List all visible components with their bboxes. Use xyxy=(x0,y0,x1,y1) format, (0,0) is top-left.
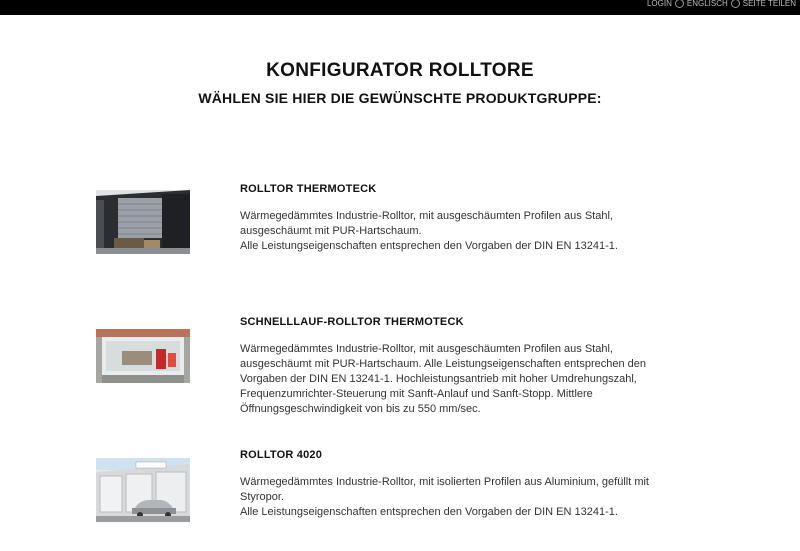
user-icon[interactable] xyxy=(675,0,684,8)
product-image-rolltor-thermoteck[interactable] xyxy=(96,190,190,254)
product-description: Wärmegedämmtes Industrie-Rolltor, mit ausgeschäumten Profilen aus Stahl, ausgeschäumt mit PUR-Hartschaum. Alle Leistungseigenschaften entsprechen den Vorgaben der DIN EN 13241-1. Hochleistungsantrieb mit hoher Umdrehungszahl, Frequenzumrichter-Steuerung mit Sanft-Anlauf und Sanft-Stopp. Mittlere Öffnungsgeschwindigkeit von bis zu 550 mm/sec. xyxy=(240,343,647,415)
globe-icon[interactable] xyxy=(731,0,740,8)
page-heading xyxy=(0,60,800,106)
product-text xyxy=(240,316,660,417)
language-link[interactable]: ENGLISCH xyxy=(686,0,728,8)
login-link[interactable]: LOGIN xyxy=(646,0,672,8)
product-text xyxy=(240,183,660,254)
product-description: Wärmegedämmtes Industrie-Rolltor, mit ausgeschäumten Profilen aus Stahl, ausgeschäumt mit PUR-Hartschaum. Alle Leistungseigenschaften entsprechen den Vorgaben der DIN EN 13241-1. xyxy=(240,210,618,252)
top-bar-tools xyxy=(647,0,796,11)
product-name[interactable]: SCHNELLLAUF-ROLLTOR THERMOTECK xyxy=(240,316,464,328)
product-text xyxy=(240,449,660,520)
page-subtitle: WÄHLEN SIE HIER DIE GEWÜNSCHTE PRODUKTGRUPPE: xyxy=(198,90,602,106)
product-image-rolltor-4020[interactable] xyxy=(96,458,190,522)
product-name[interactable]: ROLLTOR THERMOTECK xyxy=(240,183,377,195)
product-name[interactable]: ROLLTOR 4020 xyxy=(240,449,323,461)
product-description: Wärmegedämmtes Industrie-Rolltor, mit isolierten Profilen aus Aluminium, gefüllt mit Styropor. Alle Leistungseigenschaften entsprechen den Vorgaben der DIN EN 13241-1. xyxy=(240,476,649,518)
top-bar xyxy=(0,0,800,15)
product-image-schnelllauf-rolltor-thermoteck[interactable] xyxy=(96,324,190,388)
share-link[interactable]: SEITE TEILEN xyxy=(742,0,796,8)
page-title: KONFIGURATOR ROLLTORE xyxy=(266,60,534,81)
